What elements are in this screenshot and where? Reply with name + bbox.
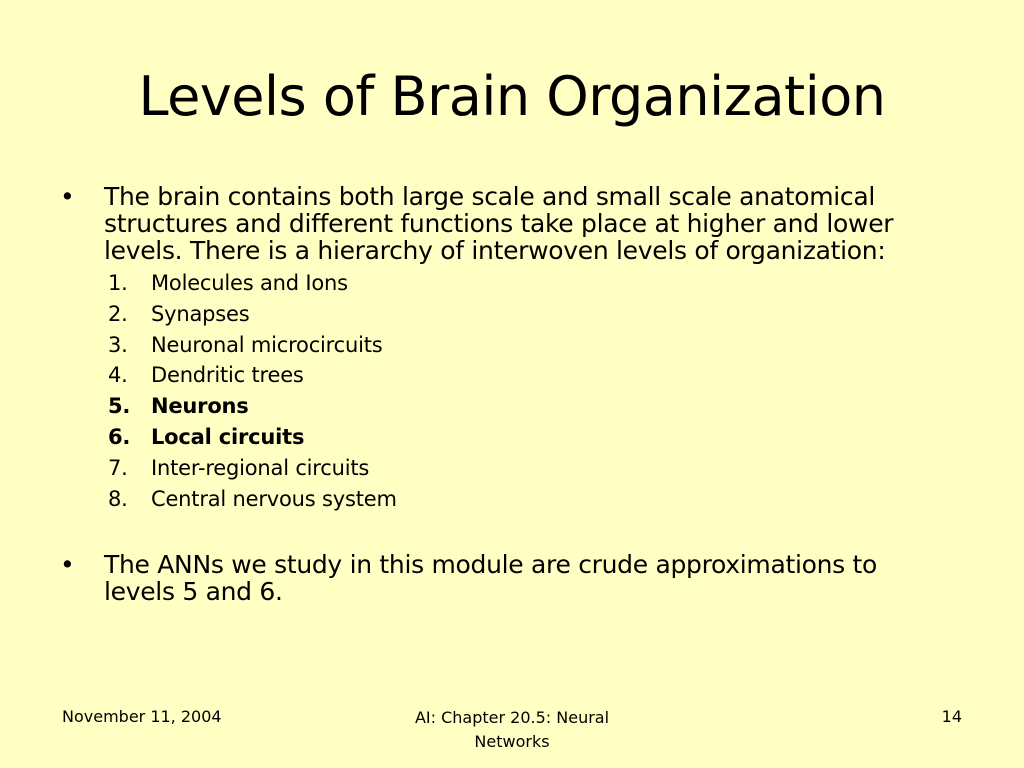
list-item-label: Neuronal microcircuits	[151, 332, 383, 357]
list-item	[108, 299, 708, 330]
list-item-highlighted	[108, 422, 708, 453]
bullet-text: The brain contains both large scale and small scale anatomical structures and different functions take place at higher and lower levels. There is a hierarchy of interwoven levels of organization:	[104, 182, 894, 265]
list-item	[108, 360, 708, 391]
list-item	[108, 330, 708, 361]
list-item	[108, 453, 708, 484]
list-item-number: 1.	[108, 271, 128, 295]
list-item-number: 6.	[108, 424, 131, 449]
list-item-number: 2.	[108, 301, 128, 326]
bullet-item	[60, 183, 920, 264]
list-item	[108, 268, 708, 299]
list-item-label: Neurons	[151, 394, 249, 419]
footer-date: November 11, 2004	[62, 707, 222, 726]
list-item-label: Local circuits	[151, 424, 305, 449]
list-item-label: Central nervous system	[151, 486, 397, 511]
list-item-highlighted	[108, 391, 708, 422]
bullet-item	[60, 551, 920, 605]
list-item-label: Dendritic trees	[151, 363, 304, 388]
list-item	[108, 484, 708, 515]
list-item-label: Synapses	[151, 301, 250, 326]
footer-chapter: AI: Chapter 20.5: Neural Networks	[414, 708, 610, 751]
list-item-number: 7.	[108, 455, 128, 480]
list-item-number: 5.	[108, 394, 131, 419]
bullet-icon: •	[60, 182, 75, 211]
levels-list	[108, 268, 708, 514]
bullet-icon: •	[60, 550, 75, 579]
footer-page-number: 14	[941, 707, 962, 726]
list-item-number: 3.	[108, 332, 128, 357]
list-item-label: Inter-regional circuits	[151, 455, 370, 480]
list-item-label: Molecules and Ions	[151, 271, 348, 295]
list-item-number: 8.	[108, 486, 128, 511]
slide-title: Levels of Brain Organization	[138, 65, 886, 128]
bullet-text: The ANNs we study in this module are crude approximations to levels 5 and 6.	[104, 550, 878, 606]
list-item-number: 4.	[108, 363, 128, 388]
